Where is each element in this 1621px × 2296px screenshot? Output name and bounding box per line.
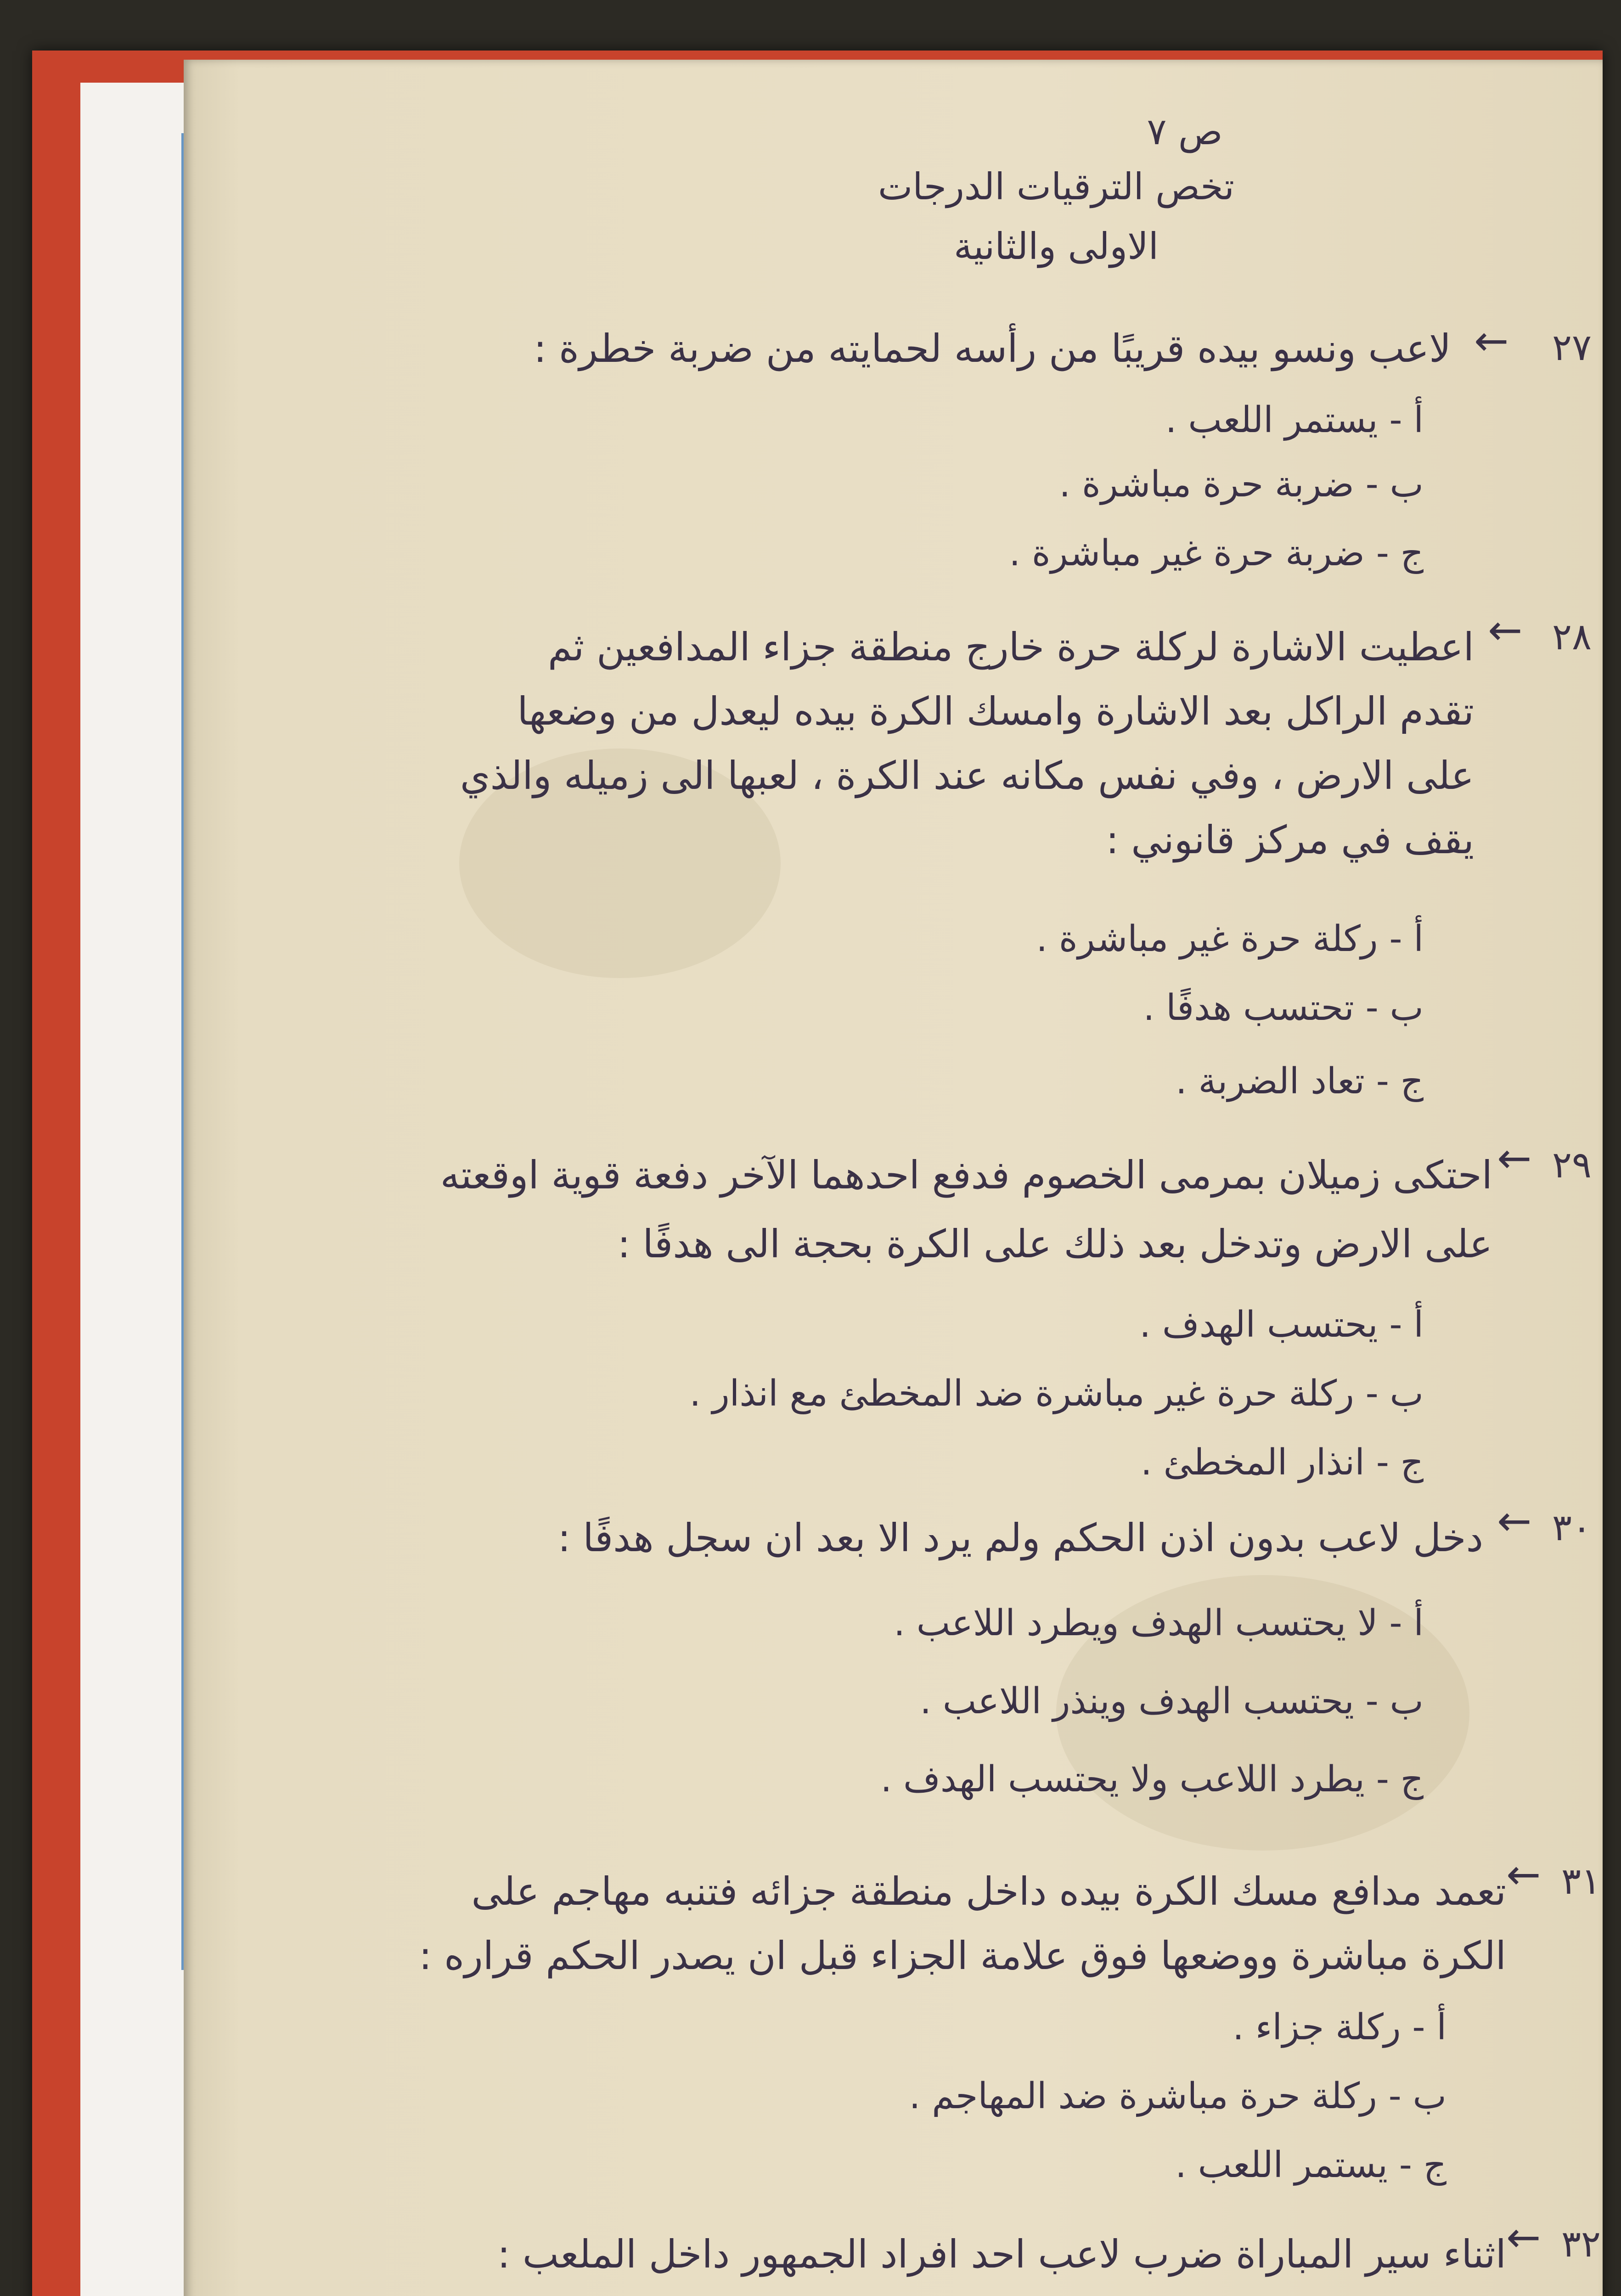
arrow-icon: ← [1506, 2213, 1541, 2262]
answer-option: أ - لا يحتسب الهدف ويطرد اللاعب . [894, 1603, 1424, 1644]
header-subtitle: الاولى والثانية [953, 225, 1159, 268]
question-text: على الارض وتدخل بعد ذلك على الكرة بحجة الى هدفًا : [617, 1221, 1492, 1266]
answer-option: ج - يستمر اللعب . [1175, 2144, 1447, 2186]
question-text: يقف في مركز قانوني : [1106, 817, 1474, 862]
question-text: تقدم الراكل بعد الاشارة وامسك الكرة بيده ليعدل من وضعها [517, 689, 1474, 734]
question-text: الكرة مباشرة ووضعها فوق علامة الجزاء قبل ان يصدر الحكم قراره : [419, 1933, 1506, 1978]
question-text: دخل لاعب بدون اذن الحكم ولم يرد الا بعد ان سجل هدفًا : [557, 1515, 1483, 1560]
arrow-icon: ← [1474, 317, 1509, 365]
question-text: تعمد مدافع مسك الكرة بيده داخل منطقة جزائه فتنبه مهاجم على [471, 1869, 1506, 1914]
answer-option: ب - ركلة حرة غير مباشرة ضد المخطئ مع انذار . [689, 1373, 1424, 1414]
question-text: اثناء سير المباراة ضرب لاعب احد افراد الجمهور داخل الملعب : [497, 2232, 1506, 2277]
answer-option: أ - ركلة حرة غير مباشرة . [1036, 918, 1424, 960]
answer-option: ب - ركلة حرة مباشرة ضد المهاجم . [909, 2076, 1447, 2117]
answer-option: ج - تعاد الضربة . [1176, 1061, 1424, 1102]
question-number: ٣١ [1561, 1860, 1601, 1902]
page-reference: ص ٧ [1147, 110, 1223, 153]
question-number: ٢٨ [1552, 615, 1592, 658]
question-text: على الارض ، وفي نفس مكانه عند الكرة ، لعبها الى زميله والذي [460, 753, 1474, 798]
question-number: ٣٢ [1561, 2223, 1601, 2265]
question-text: احتكى زميلان بمرمى الخصوم فدفع احدهما الآخر دفعة قوية اوقعته [440, 1153, 1492, 1198]
question-text: اعطيت الاشارة لركلة حرة خارج منطقة جزاء المدافعين ثم [547, 625, 1474, 670]
arrow-icon: ← [1488, 606, 1523, 654]
answer-option: ب - يحتسب الهدف وينذر اللاعب . [920, 1681, 1424, 1722]
question-text: لاعب ونسو بيده قريبًا من رأسه لحمايته من ضربة خطرة : [534, 326, 1451, 371]
notebook-page [184, 60, 1603, 2296]
answer-option: ب - ضربة حرة مباشرة . [1059, 464, 1424, 505]
answer-option: ب - تحتسب هدفًا . [1143, 987, 1424, 1029]
question-number: ٢٧ [1552, 326, 1592, 369]
arrow-icon: ← [1497, 1497, 1532, 1545]
answer-option: ج - انذار المخطئ . [1140, 1442, 1424, 1483]
arrow-icon: ← [1506, 1851, 1541, 1899]
answer-option: أ - يحتسب الهدف . [1139, 1304, 1424, 1345]
arrow-icon: ← [1497, 1134, 1532, 1182]
question-number: ٣٠ [1552, 1506, 1592, 1549]
answer-option: أ - يستمر اللعب . [1165, 400, 1424, 441]
answer-option: ج - ضربة حرة غير مباشرة . [1009, 533, 1424, 574]
question-number: ٢٩ [1552, 1143, 1592, 1186]
header-title: تخص الترقيات الدرجات [878, 165, 1235, 208]
answer-option: ج - يطرد اللاعب ولا يحتسب الهدف . [880, 1759, 1424, 1800]
answer-option: أ - ركلة جزاء . [1233, 2007, 1447, 2048]
